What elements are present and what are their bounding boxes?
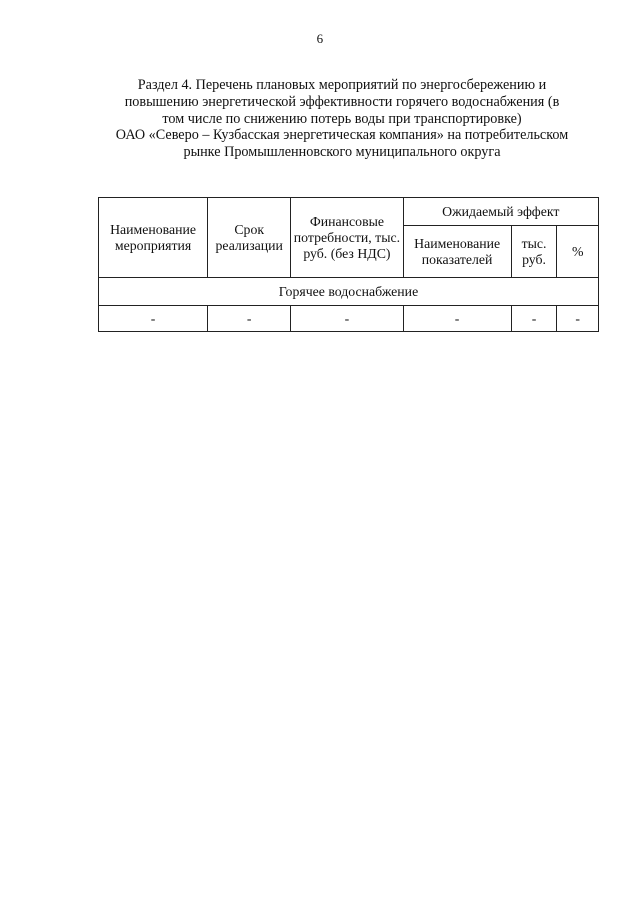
cell-term: -: [208, 306, 291, 332]
header-event-name: Наименование мероприятия: [99, 198, 208, 278]
header-financial-needs: Финансовые потребности, тыс. руб. (без НДС): [291, 198, 403, 278]
header-indicator-name: Наименование показателей: [403, 226, 511, 278]
header-term: Срок реализации: [208, 198, 291, 278]
table-header-row: [99, 198, 599, 226]
header-thousand-rub: тыс. руб.: [511, 226, 557, 278]
heading-line: Раздел 4. Перечень плановых мероприятий по энергосбережению и: [137, 77, 547, 93]
page-number: 6: [316, 31, 324, 46]
cell-indicator-name: -: [403, 306, 511, 332]
cell-thousand-rub: -: [511, 306, 557, 332]
header-percent: %: [557, 226, 599, 278]
heading-line: повышению энергетической эффективности горячего водоснабжения (в: [124, 93, 560, 110]
heading-line: рынке Промышленновского муниципального округа: [183, 144, 501, 161]
section-title: Горячее водоснабжение: [99, 278, 599, 306]
measures-table: [98, 197, 599, 332]
heading-line: том числе по снижению потерь воды при транспортировке): [162, 110, 522, 127]
table-row: [99, 306, 599, 332]
header-expected-effect: Ожидаемый эффект: [403, 198, 598, 226]
cell-percent: -: [557, 306, 599, 332]
section-row: [99, 278, 599, 306]
cell-financial-needs: -: [291, 306, 403, 332]
section-heading: [92, 77, 592, 161]
cell-event-name: -: [99, 306, 208, 332]
heading-line: ОАО «Северо – Кузбасская энергетическая компания» на потребительском: [115, 127, 569, 144]
